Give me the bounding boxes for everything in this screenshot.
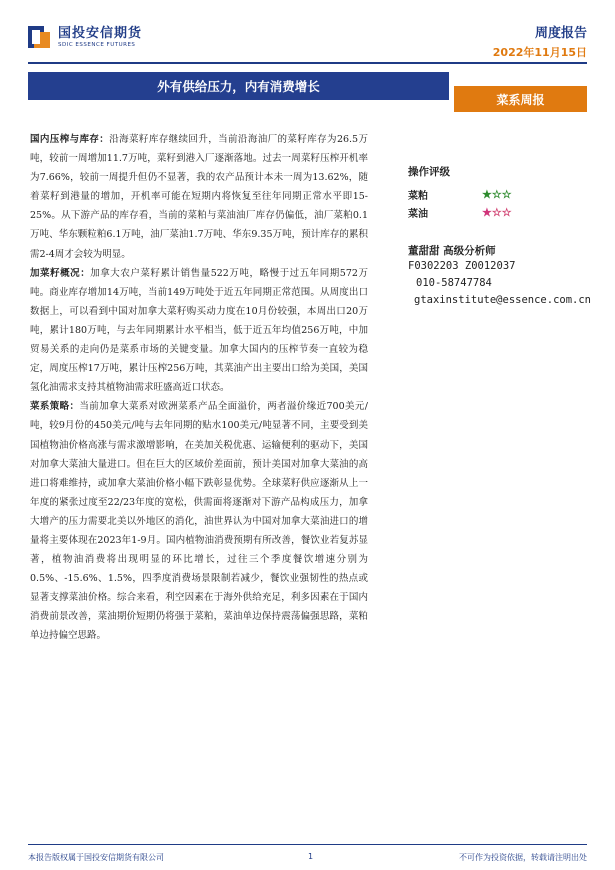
paragraph-text: 加拿大农户菜籽累计销售量522万吨，略慢于过五年同期572万吨。商业库存增加14万吨，当前149万吨处于近五年同期正常范围。从周度出口数据上，可以看到中国对加拿大菜籽购买动力度在10月份较强，本周出口20万吨，累计180万吨，与去年同期累计水平相当，低于近五年均值256万吨，中加贸易关系的走向仍是菜系市场的关键变量。加拿大国内的压榨节奏一直较为稳定，周度压榨17万吨，累计压榨256万吨，其菜油产出主要出口给为美国，美国氢化油需求支持其植物油需求旺盛高近口状态。: [30, 267, 368, 394]
rating-row-oil: [408, 203, 598, 221]
logo-mark-icon: [28, 26, 52, 50]
rating-title: 操作评级: [408, 166, 450, 178]
analyst-name: 董甜甜 高级分析师: [408, 245, 496, 257]
series-tag: 菜系周报: [454, 86, 587, 112]
analyst-email[interactable]: gtaxinstitute@essence.com.cn: [414, 294, 592, 306]
rating-label: 菜油: [408, 208, 428, 220]
footer-copyright: 本报告版权属于国投安信期货有限公司: [28, 853, 164, 862]
body-paragraph: [30, 130, 368, 264]
paragraph-lead: 菜系策略：: [30, 401, 80, 413]
paragraph-lead: 加菜籽概况：: [30, 267, 91, 279]
logo-name-en: SDIC ESSENCE FUTURES: [58, 42, 136, 48]
body-paragraph: [30, 264, 368, 398]
paragraph-lead: 国内压榨与库存：: [30, 134, 110, 145]
analyst-contact: [408, 258, 598, 309]
logo-name-cn: 国投安信期货: [58, 26, 143, 41]
footer-disclaimer: 不可作为投资依据，转载请注明出处: [459, 853, 587, 862]
paragraph-text: 当前加拿大菜系对欧洲菜系产品全面溢价，两者溢价缘近700美元/吨，较9月份的450美元/吨与去年同期的贴水100美元/吨显著不同，主要受到美国植物油价格高涨与需求激增影响，在美加关税优惠、运输便利的驱动下，美国对加拿大菜油大量进口。但在巨大的区域价差面前，预计美国对加拿大菜油的高进口将难维持，或加拿大菜油价格小幅下跌彰显优势。全球菜籽供应逐渐从上一年度的紧张过度至22/23年度的宽松，供需面将逐渐对下游产品构成压力，加拿大增产的压力需要北美以外地区的消化，油世界认为中国对加拿大菜油进口的增量将主要体现在2023年1-9月。国内植物油消费预期有所改善，餐饮业若复苏显著，植物油消费将出现明显的环比增长，过往三个季度餐饮增速分别为0.5%、-15.6%、1.5%，四季度消费场景限制若减少，餐饮业强韧性的热点或显著支撑菜油价格。综合来看，利空因素在于海外供给充足，利多因素在于国内消费前景改善，菜油期价短期仍将强于菜粕，菜油单边保持震荡偏强思路，菜粕单边持偏空思路。: [30, 401, 368, 642]
report-type: 周度报告: [534, 26, 587, 41]
report-body: [30, 130, 368, 646]
footer-divider: [28, 844, 587, 845]
header-divider: [28, 62, 587, 64]
sidebar-info: [408, 164, 598, 309]
rating-stars-icon: ★☆☆: [482, 187, 512, 201]
analyst-phone: 010-58747784: [416, 277, 492, 289]
company-logo: [28, 26, 142, 50]
analyst-id: F0302203 Z0012037: [408, 260, 516, 272]
report-date: 2022年11月15日: [492, 46, 587, 59]
page-number: 1: [308, 852, 314, 861]
paragraph-text: 沿海菜籽库存继续回升，当前沿海油厂的菜籽库存为26.5万吨，较前一周增加11.7万吨，菜籽到港入厂逐渐落地。过去一周菜籽压榨开机率为7.66%，较前一周提升但仍不显著，我的农产品预计本未一周为13.62%，随着菜籽到港量的增加，开机率可能在短期内将恢复至往年同期正常水平即15-25%。从下游产品的库存看，当前的菜粕与菜油油厂库存仍偏低，油厂菜粕0.1万吨、华东颗粒粕6.1万吨，油厂菜油1.7万吨、华东9.35万吨，预计库存的累积需2-4周才会较为明显。: [30, 134, 368, 260]
rating-row-meal: [408, 185, 598, 203]
body-paragraph: [30, 397, 368, 645]
report-title: 外有供给压力，内有消费增长: [28, 72, 449, 100]
rating-stars-icon: ★☆☆: [482, 205, 512, 219]
rating-label: 菜粕: [408, 190, 428, 202]
